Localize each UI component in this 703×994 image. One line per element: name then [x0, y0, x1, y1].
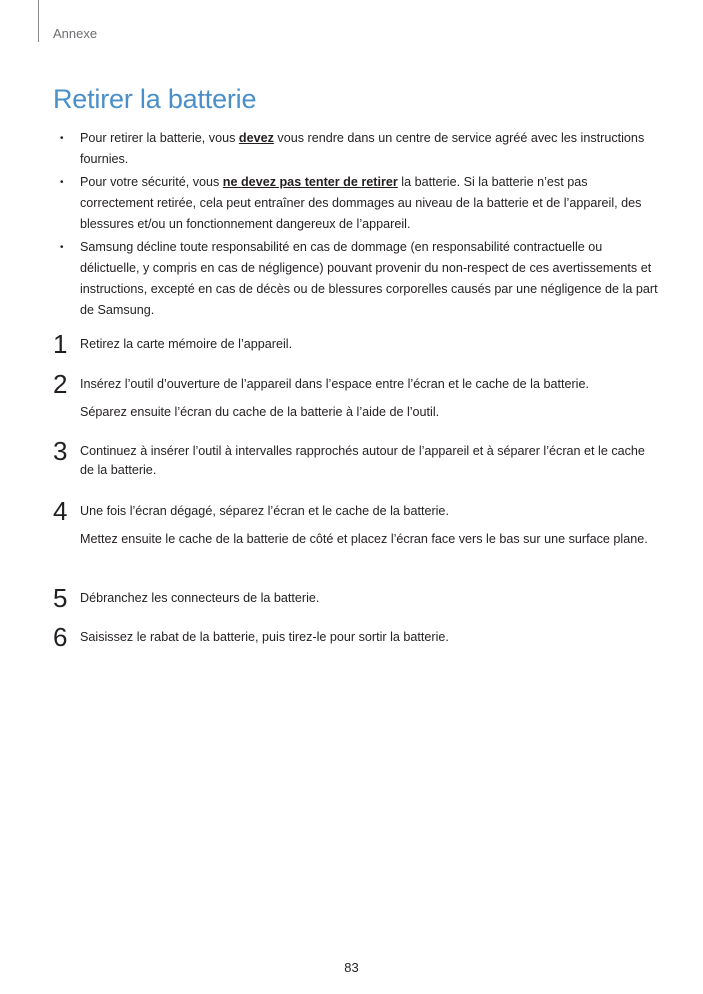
step-6 [53, 622, 658, 652]
bullet-icon: • [60, 242, 64, 253]
step-text: Continuez à insérer l’outil à intervalles rapprochés autour de l’appareil et à séparer l’écran et le cache de la batterie. [80, 444, 645, 477]
step-text: Débranchez les connecteurs de la batterie. [80, 591, 320, 605]
step-number: 4 [53, 496, 68, 526]
step-number: 2 [53, 369, 68, 399]
page-title: Retirer la batterie [53, 84, 257, 114]
bullet-text: Pour retirer la batterie, vous [80, 131, 239, 145]
step-3 [53, 436, 658, 480]
bullet-text: Pour votre sécurité, vous [80, 175, 223, 189]
step-number: 3 [53, 436, 68, 466]
list-item [58, 128, 658, 170]
bullet-icon: • [60, 133, 64, 144]
bullet-text: Samsung décline toute responsabilité en cas de dommage (en responsabilité contractuelle ou délictuelle, y compris en cas de négligence) pouvant provenir du non-respect de ces avertissements et instructions, excepté en cas de décès ou de blessures corporelles causés par une négligence de la part de Samsung. [80, 240, 658, 317]
step-2 [53, 369, 658, 422]
bullet-text: la batterie. Si la batterie n’est pas correctement retirée, cela peut entraîner des dommages au niveau de la batterie et de l’appareil, des blessures et/ou un fonctionnement dangereux de l’appareil. [80, 175, 642, 231]
step-text: Retirez la carte mémoire de l’appareil. [80, 337, 293, 351]
list-item [58, 237, 658, 321]
step-number: 6 [53, 622, 68, 652]
page-number: 83 [344, 960, 359, 975]
step-number: 5 [53, 583, 68, 613]
list-item [58, 172, 658, 235]
step-4 [53, 496, 658, 549]
step-5 [53, 583, 658, 613]
step-text: Une fois l’écran dégagé, séparez l’écran et le cache de la batterie. [80, 504, 449, 518]
bullet-emphasis: devez [238, 131, 274, 145]
step-1 [53, 329, 658, 359]
bullet-text: vous rendre dans un centre de service agréé avec les instructions fournies. [80, 131, 645, 166]
step-text: Insérez l’outil d’ouverture de l’appareil dans l’espace entre l’écran et le cache de la batterie. [80, 377, 589, 391]
step-subtext: Mettez ensuite le cache de la batterie de côté et placez l’écran face vers le bas sur une surface plane. [80, 532, 648, 546]
step-number: 1 [53, 329, 68, 359]
step-text: Saisissez le rabat de la batterie, puis tirez-le pour sortir la batterie. [80, 630, 449, 644]
step-subtext: Séparez ensuite l’écran du cache de la batterie à l’aide de l’outil. [80, 405, 440, 419]
warning-list [58, 128, 658, 323]
margin-rule [38, 0, 39, 42]
bullet-emphasis: ne devez pas tenter de retirer [222, 175, 398, 189]
section-label: Annexe [53, 26, 98, 41]
bullet-icon: • [60, 177, 64, 188]
